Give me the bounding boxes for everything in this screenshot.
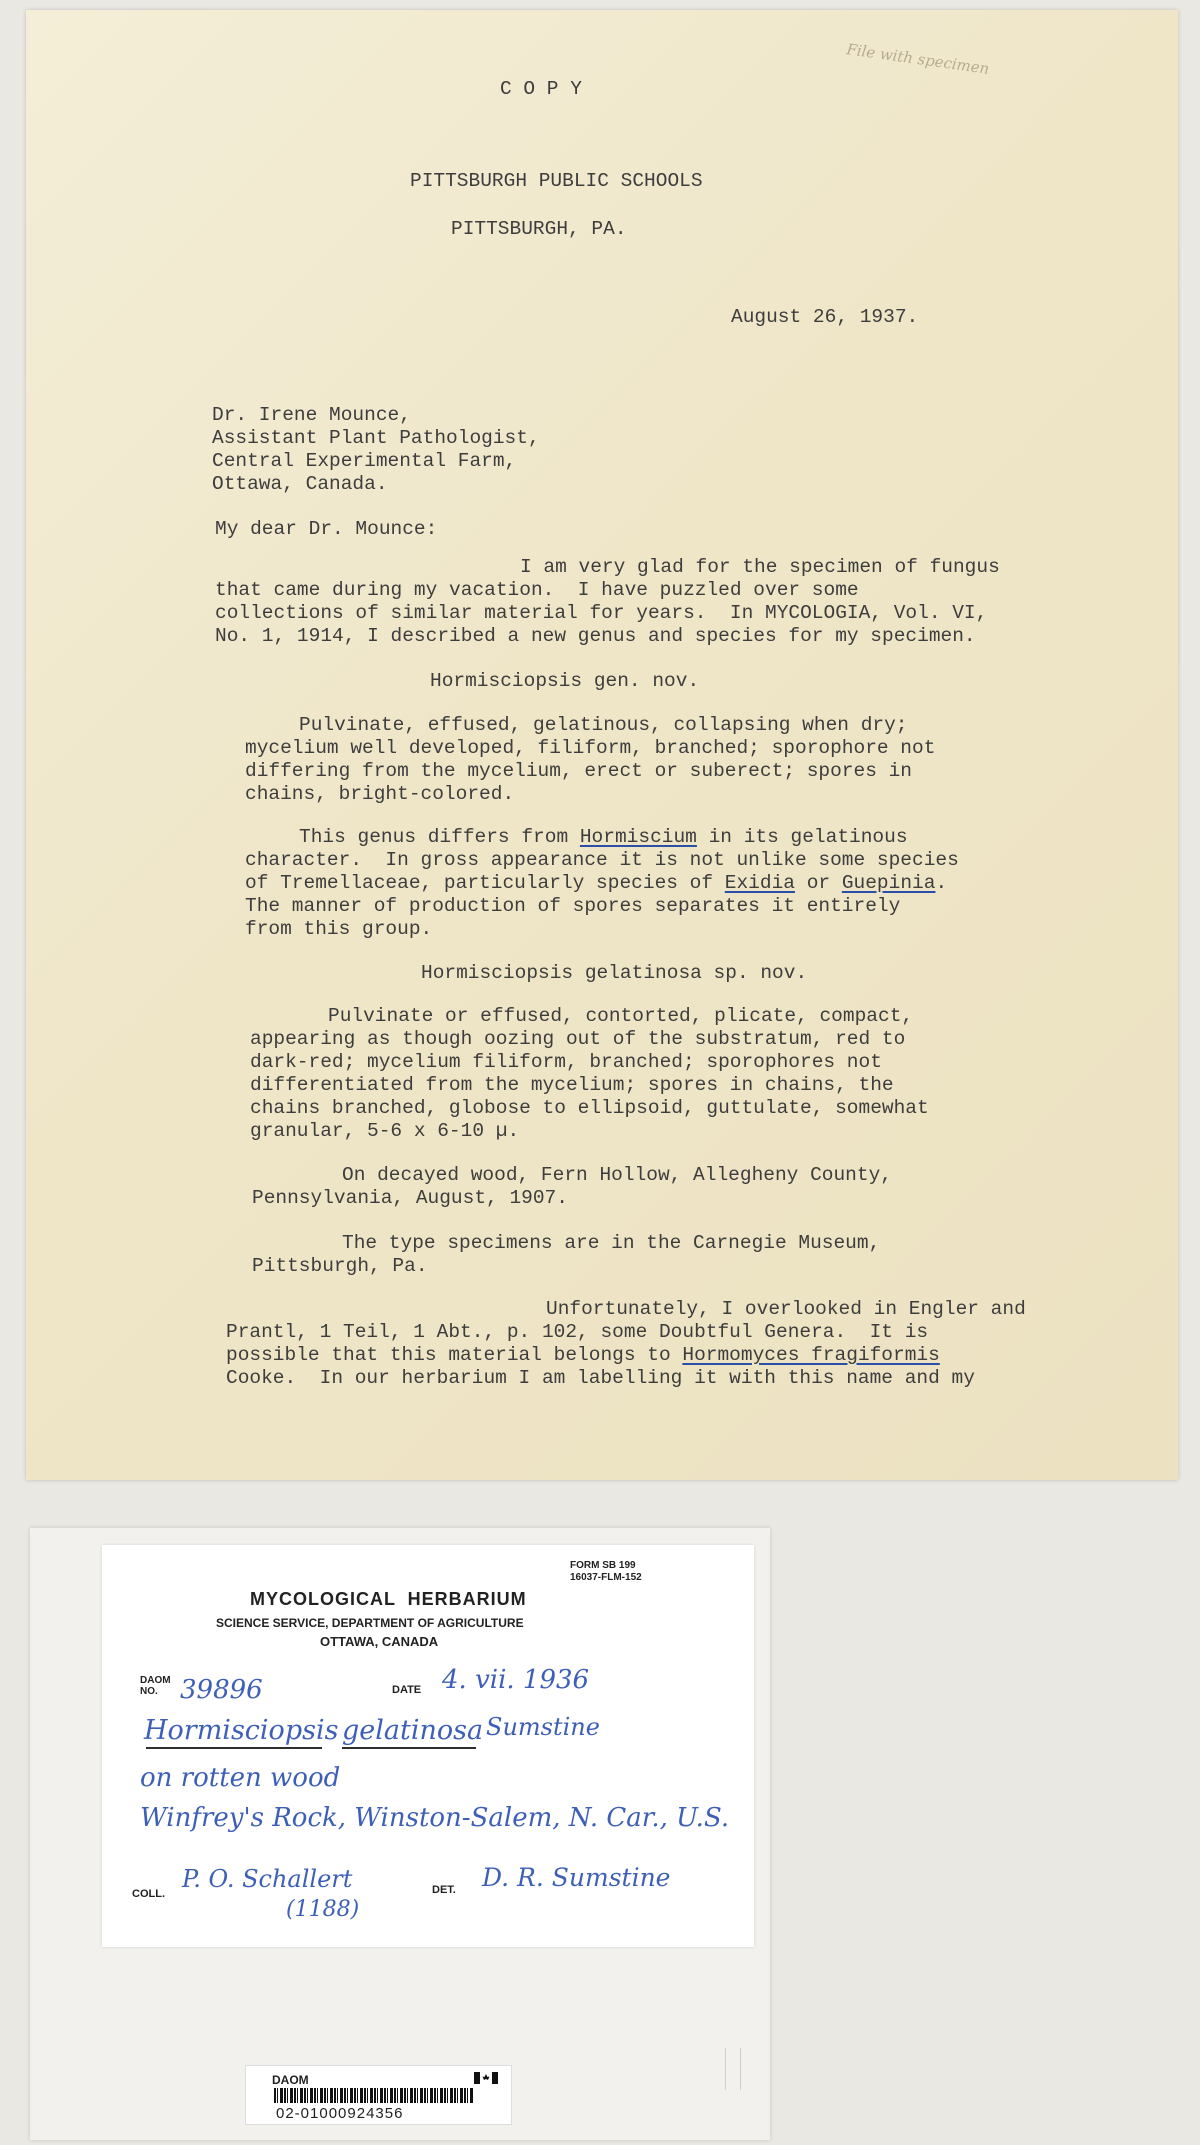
date-label: DATE [392, 1684, 422, 1696]
paragraph-line: differing from the mycelium, erect or suberect; spores in [245, 760, 913, 782]
paragraph-line: dark-red; mycelium filiform, branched; sporophores not [250, 1051, 882, 1073]
paragraph-line: mycelium well developed, filiform, branched; sporophore not [245, 737, 936, 759]
habitat: on rotten wood [140, 1763, 341, 1793]
daom-label: DAOM [140, 1675, 171, 1686]
det-label: DET. [432, 1884, 456, 1896]
underlined-genus: Guepinia [841, 872, 936, 894]
letterhead-org: PITTSBURGH PUBLIC SCHOOLS [410, 170, 703, 192]
collector-number: (1188) [286, 1897, 360, 1922]
address-line: Assistant Plant Pathologist, [212, 427, 540, 449]
letter-page [26, 10, 1178, 1480]
text-run: of Tremellaceae, particularly species of [245, 872, 725, 894]
paragraph-line: The manner of production of spores separates it entirely [245, 895, 901, 917]
paragraph-line: Pulvinate or effused, contorted, plicate, compact, [328, 1005, 914, 1027]
genus-heading: Hormisciopsis gen. nov. [430, 670, 700, 692]
daom-number: 39896 [180, 1675, 263, 1705]
letter-date: August 26, 1937. [731, 306, 919, 328]
envelope-mark [725, 2048, 741, 2090]
paragraph-line: from this group. [245, 918, 433, 940]
paragraph-line [226, 1346, 940, 1366]
collection-date: 4. vii. 1936 [442, 1665, 590, 1695]
paragraph-line [299, 828, 908, 848]
form-number: FORM SB 199 [570, 1560, 636, 1571]
canada-flag-icon [474, 2072, 498, 2084]
taxon-species: gelatinosa [342, 1715, 484, 1746]
paragraph-line: Prantl, 1 Teil, 1 Abt., p. 102, some Doubtful Genera. It is [226, 1321, 929, 1343]
barcode-number: 02-01000924356 [276, 2105, 404, 2122]
paragraph-line: Pittsburgh, Pa. [252, 1255, 428, 1277]
address-line: Dr. Irene Mounce, [212, 404, 411, 426]
paragraph-line: Pulvinate, effused, gelatinous, collapsing when dry; [299, 714, 908, 736]
paragraph-line: that came during my vacation. I have puzzled over some [215, 579, 859, 601]
paragraph-line: On decayed wood, Fern Hollow, Allegheny County, [342, 1164, 892, 1186]
underlined-species: Hormomyces fragiformis [682, 1344, 940, 1366]
paragraph-line: differentiated from the mycelium; spores in chains, the [250, 1074, 894, 1096]
paragraph-line: granular, 5-6 x 6-10 µ. [250, 1120, 520, 1142]
genus-underline [146, 1747, 322, 1749]
species-underline [342, 1747, 476, 1749]
text-run: or [795, 872, 842, 894]
determiner: D. R. Sumstine [482, 1863, 671, 1892]
barcode-title: DAOM [272, 2073, 309, 2087]
text-run: possible that this material belongs to [226, 1344, 683, 1366]
barcode-bars [274, 2088, 474, 2103]
underlined-genus: Hormiscium [579, 826, 697, 848]
daom-no-label: NO. [140, 1686, 158, 1697]
paragraph-line: No. 1, 1914, I described a new genus and species for my specimen. [215, 625, 976, 647]
paragraph-line [245, 874, 947, 894]
paragraph-line: collections of similar material for years. In MYCOLOGIA, Vol. VI, [215, 602, 988, 624]
taxon-author: Sumstine [486, 1713, 600, 1741]
underlined-genus: Exidia [724, 872, 795, 894]
paragraph-line: Cooke. In our herbarium I am labelling it with this name and my [226, 1367, 975, 1389]
paragraph-line: character. In gross appearance it is not unlike some species [245, 849, 959, 871]
herbarium-label [102, 1545, 754, 1947]
label-location: OTTAWA, CANADA [320, 1634, 439, 1649]
paragraph-line: chains branched, globose to ellipsoid, guttulate, somewhat [250, 1097, 929, 1119]
address-line: Central Experimental Farm, [212, 450, 517, 472]
text-run: This genus differs from [299, 826, 580, 848]
locality: Winfrey's Rock, Winston-Salem, N. Car., U.S. [140, 1803, 730, 1833]
barcode-label [245, 2065, 512, 2125]
pencil-note: File with specimen [845, 40, 991, 78]
label-title: MYCOLOGICAL HERBARIUM [250, 1589, 527, 1609]
salutation: My dear Dr. Mounce: [215, 518, 438, 540]
copy-header: C O P Y [500, 78, 582, 100]
paragraph-line: Pennsylvania, August, 1907. [252, 1187, 568, 1209]
text-run: . [935, 872, 948, 894]
paragraph-line: appearing as though oozing out of the substratum, red to [250, 1028, 906, 1050]
paragraph-line: Unfortunately, I overlooked in Engler and [546, 1298, 1026, 1320]
label-dept: SCIENCE SERVICE, DEPARTMENT OF AGRICULTURE [216, 1616, 524, 1630]
text-run: in its gelatinous [696, 826, 908, 848]
paragraph-line: chains, bright-colored. [245, 783, 515, 805]
address-line: Ottawa, Canada. [212, 473, 388, 495]
coll-label: COLL. [132, 1888, 165, 1900]
taxon-genus: Hormisciopsis [144, 1715, 339, 1746]
letterhead-city: PITTSBURGH, PA. [451, 218, 627, 240]
paragraph-line: I am very glad for the specimen of fungus [520, 556, 1000, 578]
species-heading: Hormisciopsis gelatinosa sp. nov. [421, 962, 808, 984]
collector: P. O. Schallert [182, 1865, 353, 1893]
form-code: 16037-FLM-152 [570, 1572, 642, 1583]
paragraph-line: The type specimens are in the Carnegie Museum, [342, 1232, 881, 1254]
